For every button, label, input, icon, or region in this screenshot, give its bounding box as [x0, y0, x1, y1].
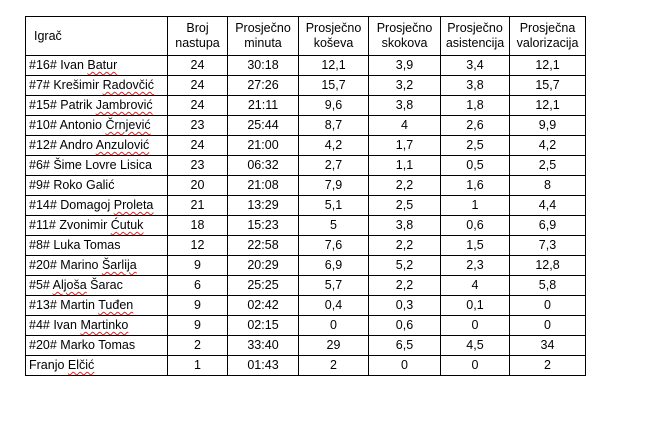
points-cell: 8,7	[299, 116, 369, 136]
header-minutes	[228, 17, 299, 56]
rebounds-cell: 5,2	[369, 256, 441, 276]
minutes-cell: 21:11	[228, 96, 299, 116]
player-name-cell	[26, 116, 168, 136]
table-row	[26, 216, 586, 236]
table-row	[26, 116, 586, 136]
player-name-prefix: #11# Zvonimir	[29, 218, 111, 232]
points-cell: 6,9	[299, 256, 369, 276]
header-assists-line1: Prosječno	[447, 21, 503, 35]
player-name-prefix: #20# Marko Tomas	[29, 338, 136, 352]
points-cell: 15,7	[299, 76, 369, 96]
valuation-cell: 9,9	[510, 116, 586, 136]
table-row	[26, 156, 586, 176]
assists-cell: 2,3	[441, 256, 510, 276]
points-cell: 5,1	[299, 196, 369, 216]
player-name-suffix: Šarac	[86, 278, 123, 292]
points-cell: 7,9	[299, 176, 369, 196]
points-cell: 5	[299, 216, 369, 236]
header-player-label: Igrač	[34, 28, 62, 43]
rebounds-cell: 1,7	[369, 136, 441, 156]
assists-cell: 0	[441, 356, 510, 376]
rebounds-cell: 6,5	[369, 336, 441, 356]
valuation-cell: 34	[510, 336, 586, 356]
valuation-cell: 12,8	[510, 256, 586, 276]
points-cell: 2,7	[299, 156, 369, 176]
table-body	[26, 56, 586, 376]
points-cell: 12,1	[299, 56, 369, 76]
player-name-flagged: Jambrović	[95, 98, 153, 112]
minutes-cell: 33:40	[228, 336, 299, 356]
assists-cell: 4	[441, 276, 510, 296]
valuation-cell: 2,5	[510, 156, 586, 176]
player-name-flagged: Proleta	[113, 198, 154, 212]
player-stats-table	[25, 16, 586, 376]
rebounds-cell: 3,8	[369, 96, 441, 116]
assists-cell: 2,5	[441, 136, 510, 156]
games-cell: 23	[168, 156, 228, 176]
player-name-cell	[26, 196, 168, 216]
table-row	[26, 196, 586, 216]
rebounds-cell: 1,1	[369, 156, 441, 176]
header-rebounds	[369, 17, 441, 56]
assists-cell: 0	[441, 316, 510, 336]
assists-cell: 0,6	[441, 216, 510, 236]
minutes-cell: 21:00	[228, 136, 299, 156]
player-name-cell	[26, 296, 168, 316]
assists-cell: 0,5	[441, 156, 510, 176]
table-row	[26, 176, 586, 196]
player-name-flagged: Batur	[87, 58, 118, 72]
player-name-prefix: Franjo	[29, 358, 68, 372]
points-cell: 5,7	[299, 276, 369, 296]
player-name-cell	[26, 336, 168, 356]
minutes-cell: 20:29	[228, 256, 299, 276]
assists-cell: 1,6	[441, 176, 510, 196]
header-assists	[441, 17, 510, 56]
games-cell: 21	[168, 196, 228, 216]
minutes-cell: 02:15	[228, 316, 299, 336]
player-name-flagged: Tuđen	[98, 298, 134, 312]
header-minutes-line2: minuta	[244, 36, 282, 50]
valuation-cell: 5,8	[510, 276, 586, 296]
player-name-prefix: #10# Antonio	[29, 118, 106, 132]
player-name-flagged: Črnjević	[105, 118, 151, 132]
rebounds-cell: 0	[369, 356, 441, 376]
header-points-line2: koševa	[313, 36, 354, 50]
minutes-cell: 30:18	[228, 56, 299, 76]
header-games	[168, 17, 228, 56]
player-name-flagged: Aljoša	[52, 278, 87, 292]
points-cell: 0,4	[299, 296, 369, 316]
valuation-cell: 4,2	[510, 136, 586, 156]
assists-cell: 3,4	[441, 56, 510, 76]
player-name-cell	[26, 256, 168, 276]
player-name-cell	[26, 216, 168, 236]
player-name-cell	[26, 176, 168, 196]
header-points	[299, 17, 369, 56]
header-rebounds-line2: skokova	[381, 36, 428, 50]
minutes-cell: 22:58	[228, 236, 299, 256]
rebounds-cell: 2,2	[369, 176, 441, 196]
player-name-flagged: Martinko	[80, 318, 129, 332]
games-cell: 9	[168, 316, 228, 336]
table-row	[26, 316, 586, 336]
valuation-cell: 12,1	[510, 96, 586, 116]
player-name-flagged: Radovčić	[102, 78, 155, 92]
games-cell: 24	[168, 76, 228, 96]
table-row	[26, 96, 586, 116]
player-name-prefix: #15# Patrik	[29, 98, 96, 112]
player-name-prefix: #14# Domagoj	[29, 198, 114, 212]
assists-cell: 1	[441, 196, 510, 216]
player-name-cell	[26, 276, 168, 296]
rebounds-cell: 3,9	[369, 56, 441, 76]
minutes-cell: 25:25	[228, 276, 299, 296]
rebounds-cell: 0,6	[369, 316, 441, 336]
table-row	[26, 296, 586, 316]
games-cell: 24	[168, 96, 228, 116]
header-valuation	[510, 17, 586, 56]
minutes-cell: 21:08	[228, 176, 299, 196]
player-name-prefix: #8# Luka Tomas	[29, 238, 121, 252]
player-name-cell	[26, 316, 168, 336]
rebounds-cell: 4	[369, 116, 441, 136]
player-name-prefix: #20# Marino	[29, 258, 102, 272]
rebounds-cell: 2,2	[369, 276, 441, 296]
player-name-cell	[26, 96, 168, 116]
player-name-cell	[26, 56, 168, 76]
player-name-prefix: #5#	[29, 278, 53, 292]
player-name-prefix: #9# Roko Galić	[29, 178, 115, 192]
rebounds-cell: 3,2	[369, 76, 441, 96]
games-cell: 18	[168, 216, 228, 236]
points-cell: 7,6	[299, 236, 369, 256]
header-points-line1: Prosječno	[305, 21, 362, 35]
games-cell: 9	[168, 296, 228, 316]
minutes-cell: 15:23	[228, 216, 299, 236]
minutes-cell: 02:42	[228, 296, 299, 316]
player-name-cell	[26, 76, 168, 96]
rebounds-cell: 0,3	[369, 296, 441, 316]
table-row	[26, 356, 586, 376]
player-name-flagged: Elčić	[67, 358, 95, 372]
header-player	[26, 17, 168, 56]
valuation-cell: 0	[510, 316, 586, 336]
valuation-cell: 8	[510, 176, 586, 196]
valuation-cell: 7,3	[510, 236, 586, 256]
table-row	[26, 276, 586, 296]
player-name-cell	[26, 136, 168, 156]
minutes-cell: 01:43	[228, 356, 299, 376]
valuation-cell: 4,4	[510, 196, 586, 216]
games-cell: 12	[168, 236, 228, 256]
player-name-prefix: #12# Andro	[29, 138, 96, 152]
player-name-prefix: #4# Ivan	[29, 318, 81, 332]
games-cell: 1	[168, 356, 228, 376]
valuation-cell: 0	[510, 296, 586, 316]
games-cell: 24	[168, 56, 228, 76]
assists-cell: 2,6	[441, 116, 510, 136]
table-row	[26, 56, 586, 76]
player-name-cell	[26, 236, 168, 256]
header-rebounds-line1: Prosječno	[376, 21, 433, 35]
rebounds-cell: 3,8	[369, 216, 441, 236]
rebounds-cell: 2,2	[369, 236, 441, 256]
table-row	[26, 336, 586, 356]
player-name-prefix: #7# Krešimir	[29, 78, 103, 92]
header-assists-line2: asistencija	[445, 36, 505, 50]
header-valuation-line1: Prosječna	[519, 21, 576, 35]
player-name-prefix: #6# Šime Lovre Lisica	[29, 158, 152, 172]
table-row	[26, 236, 586, 256]
points-cell: 29	[299, 336, 369, 356]
assists-cell: 0,1	[441, 296, 510, 316]
minutes-cell: 13:29	[228, 196, 299, 216]
header-valuation-line2: valorizacija	[516, 36, 579, 50]
games-cell: 2	[168, 336, 228, 356]
assists-cell: 1,5	[441, 236, 510, 256]
player-name-cell	[26, 356, 168, 376]
player-name-prefix: #16# Ivan	[29, 58, 88, 72]
valuation-cell: 2	[510, 356, 586, 376]
table-row	[26, 136, 586, 156]
table-row	[26, 76, 586, 96]
assists-cell: 1,8	[441, 96, 510, 116]
rebounds-cell: 2,5	[369, 196, 441, 216]
header-games-line2: nastupa	[175, 36, 220, 50]
points-cell: 0	[299, 316, 369, 336]
player-name-flagged: Šarlija	[101, 258, 137, 272]
points-cell: 9,6	[299, 96, 369, 116]
points-cell: 4,2	[299, 136, 369, 156]
player-name-prefix: #13# Martin	[29, 298, 99, 312]
games-cell: 24	[168, 136, 228, 156]
games-cell: 6	[168, 276, 228, 296]
minutes-cell: 06:32	[228, 156, 299, 176]
assists-cell: 3,8	[441, 76, 510, 96]
games-cell: 23	[168, 116, 228, 136]
assists-cell: 4,5	[441, 336, 510, 356]
player-name-cell	[26, 156, 168, 176]
minutes-cell: 27:26	[228, 76, 299, 96]
player-name-flagged: Ćutuk	[110, 218, 144, 232]
header-minutes-line1: Prosječno	[235, 21, 291, 35]
points-cell: 2	[299, 356, 369, 376]
valuation-cell: 6,9	[510, 216, 586, 236]
player-name-flagged: Anzulović	[95, 138, 150, 152]
table-row	[26, 256, 586, 276]
table-header-row	[26, 17, 586, 56]
minutes-cell: 25:44	[228, 116, 299, 136]
games-cell: 20	[168, 176, 228, 196]
games-cell: 9	[168, 256, 228, 276]
valuation-cell: 15,7	[510, 76, 586, 96]
valuation-cell: 12,1	[510, 56, 586, 76]
header-games-line1: Broj	[186, 21, 209, 35]
